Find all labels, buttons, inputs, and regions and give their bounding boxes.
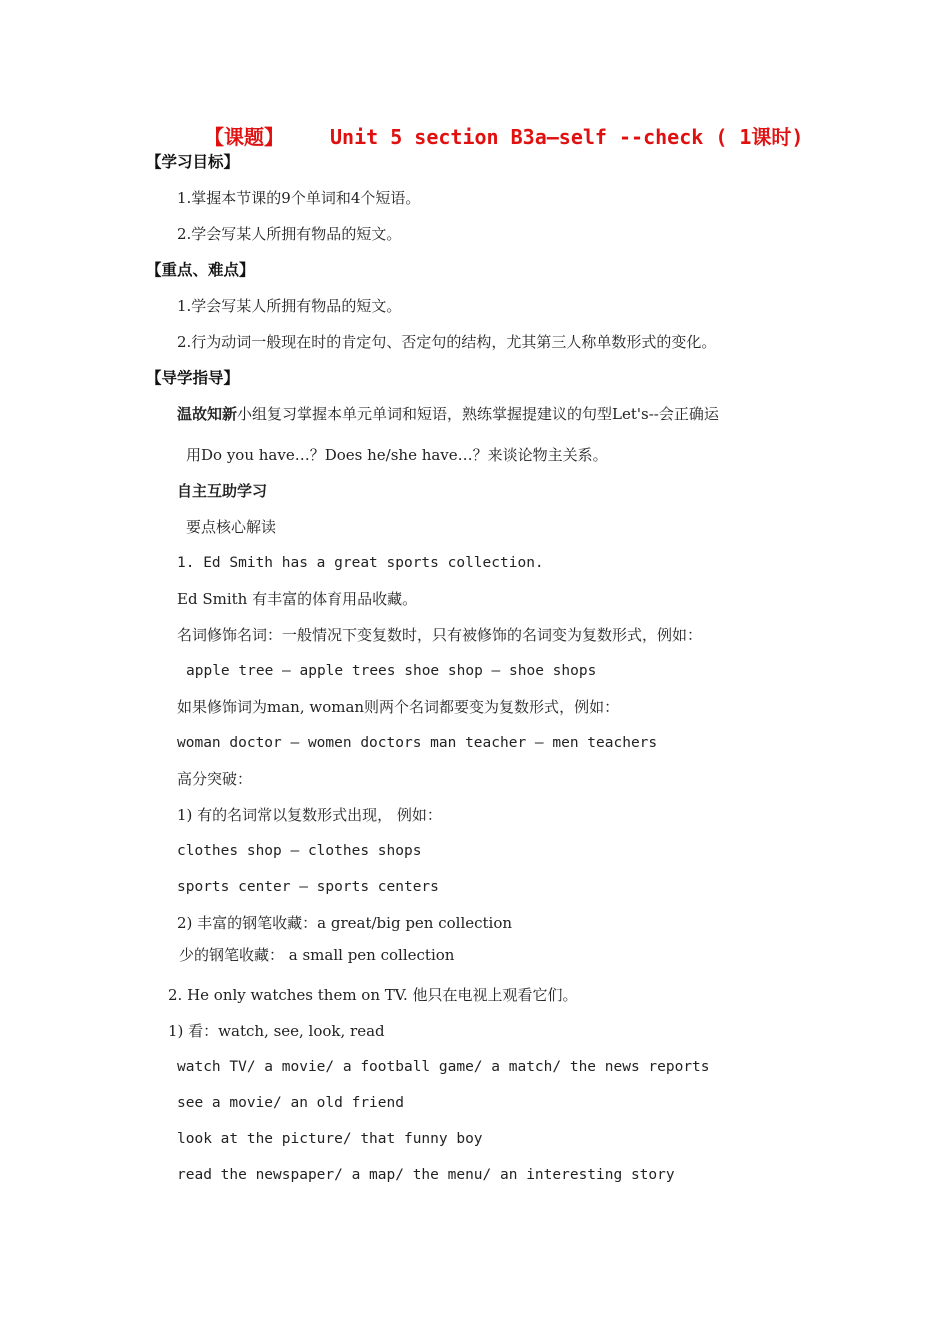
guide-heading: 【导学指导】 (146, 369, 240, 387)
key-points-heading: 【重点、难点】 (146, 261, 255, 279)
body-line-13: 2. He only watches them on TV. 他只在电视上观看它们。 (168, 986, 578, 1004)
body-line-17: look at the picture/ that funny boy (177, 1131, 483, 1147)
body-line-10: sports center — sports centers (177, 879, 439, 895)
review-paragraph (177, 404, 719, 424)
body-line-18: read the newspaper/ a map/ the menu/ an interesting story (177, 1167, 675, 1183)
body-line-2: Ed Smith 有丰富的体育用品收藏。 (177, 590, 418, 608)
body-line-14: 1) 看：watch, see, look, read (168, 1022, 385, 1040)
self-study-heading: 自主互助学习 (177, 482, 268, 500)
title-bracket-label: 【课题】 (204, 125, 284, 149)
body-line-11: 2) 丰富的钢笔收藏：a great/big pen collection (177, 914, 513, 932)
body-line-16: see a movie/ an old friend (177, 1095, 404, 1111)
review-text: 小组复习掌握本单元单词和短语，熟练掌握提建议的句型Let's--会正确运 (237, 405, 719, 423)
body-line-4: apple tree — apple trees shoe shop — shoe shops (186, 663, 597, 679)
body-line-5: 如果修饰词为man, woman则两个名词都要变为复数形式，例如： (177, 698, 620, 716)
body-line-3: 名词修饰名词：一般情况下变复数时，只有被修饰的名词变为复数形式，例如： (177, 626, 703, 644)
lesson-title (204, 124, 803, 150)
body-line-9: clothes shop — clothes shops (177, 843, 422, 859)
body-line-15: watch TV/ a movie/ a football game/ a match/ the news reports (177, 1059, 710, 1075)
review-text-continued: 用Do you have…？Does he/she have…？来谈论物主关系。 (186, 446, 608, 464)
title-text: Unit 5 section B3a—self --check ( 1课时) (330, 125, 804, 149)
objective-item-2: 2.学会写某人所拥有物品的短文。 (177, 225, 402, 243)
objectives-heading: 【学习目标】 (146, 153, 240, 171)
body-line-8: 1) 有的名词常以复数形式出现， 例如： (177, 806, 442, 824)
objective-item-1: 1.掌握本节课的9个单词和4个短语。 (177, 189, 421, 207)
key-point-item-1: 1.学会写某人所拥有物品的短文。 (177, 297, 402, 315)
key-point-item-2: 2.行为动词一般现在时的肯定句、否定句的结构，尤其第三人称单数形式的变化。 (177, 333, 717, 351)
body-line-6: woman doctor — women doctors man teacher — men teachers (177, 735, 658, 751)
body-line-1: 1. Ed Smith has a great sports collection. (177, 555, 544, 571)
core-heading: 要点核心解读 (186, 518, 277, 536)
body-line-12: 少的钢笔收藏： a small pen collection (179, 946, 455, 964)
review-label: 温故知新 (177, 405, 238, 423)
body-line-7: 高分突破： (177, 770, 253, 788)
